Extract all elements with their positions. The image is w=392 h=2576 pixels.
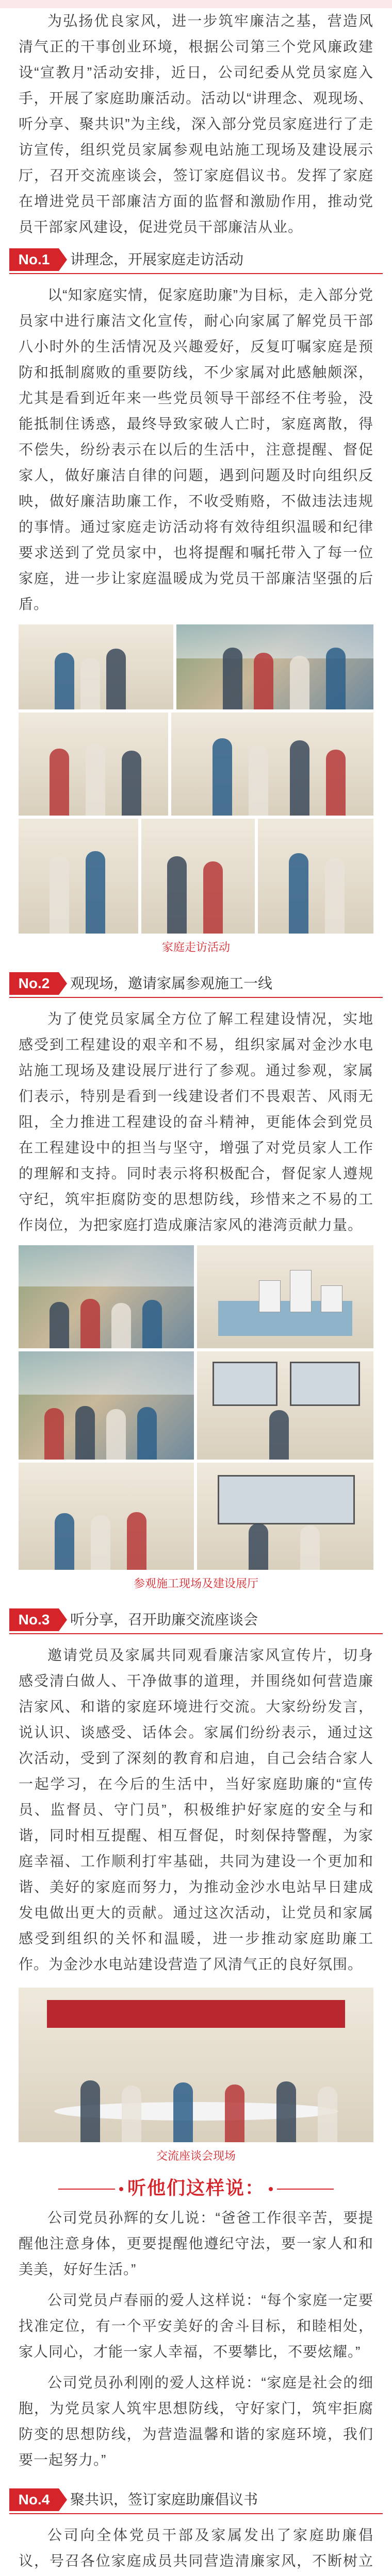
quote-3: 公司党员孙利刚的爱人这样说：“家庭是社会的细胞，为党员家人筑牢思想防线，守好家门，筑牢拒腐防变的思想防线，为营造温馨和谐的家庭环境，我们要一起努力。” <box>19 2375 373 2468</box>
section-1-number: No.1 <box>9 248 59 271</box>
section-1-title: 讲理念，开展家庭走访活动 <box>70 251 244 267</box>
photo-site-2 <box>197 1245 373 1348</box>
photo-visit-6 <box>141 819 255 934</box>
section-1-photo-collage <box>19 624 373 934</box>
photo-site-6 <box>197 1463 373 1570</box>
section-2-title: 观现场，邀请家属参观施工一线 <box>70 975 273 991</box>
photo-visit-5 <box>19 819 138 934</box>
top-frame <box>0 0 392 8</box>
article-content <box>0 8 392 2576</box>
photo-site-3 <box>19 1351 194 1460</box>
section-1-paragraph: 以“知家庭实情，促家庭助廉”为目标，走入部分党员家中进行廉洁文化宣传，耐心向家属了解党员干部八小时外的生活情况及兴趣爱好，反复叮嘱家庭是预防和抵制腐败的重要防线，不少家属对此感触颇深，尤其是看到近年来一些党员领导干部经不住考验，没能抵制住诱惑，最终导致家破人亡时，家庭离散，得不偿失，纷纷表示在以后的生活中，注意提醒、督促家人，做好廉洁自律的问题，遇到问题及时向组织反映，做好廉洁助廉工作，不收受贿赂，不做违法违规的事情。通过家庭走访活动将有效待组织温暖和纪律要求送到了党员家中，也将提醒和嘱托带入了每一位家庭，进一步让家庭温暖成为党员干部廉洁坚强的后盾。 <box>19 287 373 612</box>
photo-site-5 <box>19 1463 194 1570</box>
section-4-number: No.4 <box>9 2488 59 2511</box>
section-2-header <box>9 970 383 998</box>
quote-heading: 听他们这样说： <box>127 2177 265 2198</box>
section-3-header <box>9 1606 383 1634</box>
section-3-title: 听分享，召开助廉交流座谈会 <box>70 1612 258 1628</box>
dot-icon <box>119 2187 123 2191</box>
dot-icon <box>269 2187 273 2191</box>
section-2-paragraph: 为了使党员家属全方位了解工程建设情况，实地感受到工程建设的艰辛和不易，组织家属对金沙水电站施工现场及建设展厅进行了参观。通过参观，家属们表示，特别是看到一线建设者们不畏艰苦、风雨无阻，全力推进工程建设的奋斗精神，更能体会到党员在工程建设中的担当与坚守，增强了对党员家人工作的理解和支持。同时表示将积极配合，督促家人遵规守纪，筑牢拒腐防变的思想防线，珍惜来之不易的工作岗位，为把家庭打造成廉洁家风的港湾贡献力量。 <box>19 1011 373 1233</box>
photo-site-4 <box>197 1351 373 1460</box>
quote-heading-block <box>0 2174 392 2200</box>
divider-right <box>277 2189 334 2190</box>
photo-visit-2 <box>176 624 373 709</box>
photo-visit-7 <box>258 819 373 934</box>
section-2-caption: 参观施工现场及建设展厅 <box>133 1577 258 1590</box>
photo-meeting <box>19 1988 373 2142</box>
quote-2: 公司党员卢春丽的爱人这样说：“每个家庭一定要找准定位，有一个平安美好的舍斗目标，和睦相处，家人同心，才能一家人幸福，不要攀比，不要炫耀。” <box>19 2292 373 2360</box>
section-3-caption: 交流座谈会现场 <box>156 2149 236 2162</box>
photo-site-1 <box>19 1245 194 1348</box>
photo-visit-4 <box>171 713 373 816</box>
section-4-paragraph: 公司向全体党员干部及家属发出了家庭助廉倡议，号召各位家庭成员共同营造清廉家风，不断树立 <box>19 2527 373 2569</box>
section-1-header <box>9 246 383 274</box>
divider-left <box>58 2189 115 2190</box>
section-3-paragraph: 邀请党员及家属共同观看廉洁家风宣传片，切身感受清白做人、干净做事的道理，并围绕如何营造廉洁家风、和谐的家庭环境进行交流。大家纷纷发言，说认识、谈感受、话体会。家属们纷纷表示，通过这次活动，受到了深刻的教育和启迪，自己会结合家人一起学习，在今后的生活中，当好家庭助廉的“宣传员、监督员、守门员”，积极维护好家庭的安全与和谐，同时相互提醒、相互督促，时刻保持警醒，为家庭幸福、工作顺利打牢基础，共同为建设一个更加和谐、美好的家庭而努力，为推动金沙水电站早日建成发电做出更大的贡献。通过这次活动，让党员和家属感受到组织的关怀和温暖，进一步推动家庭助廉工作。为金沙水电站建设营造了风清气正的良好氛围。 <box>19 1647 373 1972</box>
section-3-number: No.3 <box>9 1608 59 1631</box>
section-4-title: 聚共识，签订家庭助廉倡议书 <box>70 2492 258 2507</box>
section-2-photo-collage <box>19 1245 373 1570</box>
photo-visit-1 <box>19 624 173 709</box>
section-1-caption: 家庭走访活动 <box>161 941 230 954</box>
section-4-header <box>9 2486 383 2514</box>
photo-visit-3 <box>19 713 168 816</box>
intro-paragraph: 为弘扬优良家风，进一步筑牢廉洁之基，营造风清气正的干事创业环境，根据公司第三个党风廉政建设“宣教月”活动安排，近日，公司纪委从党员家庭入手，开展了家庭助廉活动。活动以“讲理念、观现场、听分享、聚共识”为主线，深入部分党员家庭进行了走访宣传，组织党员家属参观电站施工现场及建设展示厅，召开交流座谈会，签订家庭倡议书。发挥了家庭在增进党员干部廉洁方面的监督和激励作用，推动党员干部家风建设，促进党员干部廉洁从业。 <box>19 13 373 235</box>
quote-1: 公司党员孙辉的女儿说：“爸爸工作很辛苦，要提醒他注意身体，更要提醒他遵纪守法，要一家人和和美美，好好生活。” <box>19 2210 373 2277</box>
section-2-number: No.2 <box>9 972 59 995</box>
